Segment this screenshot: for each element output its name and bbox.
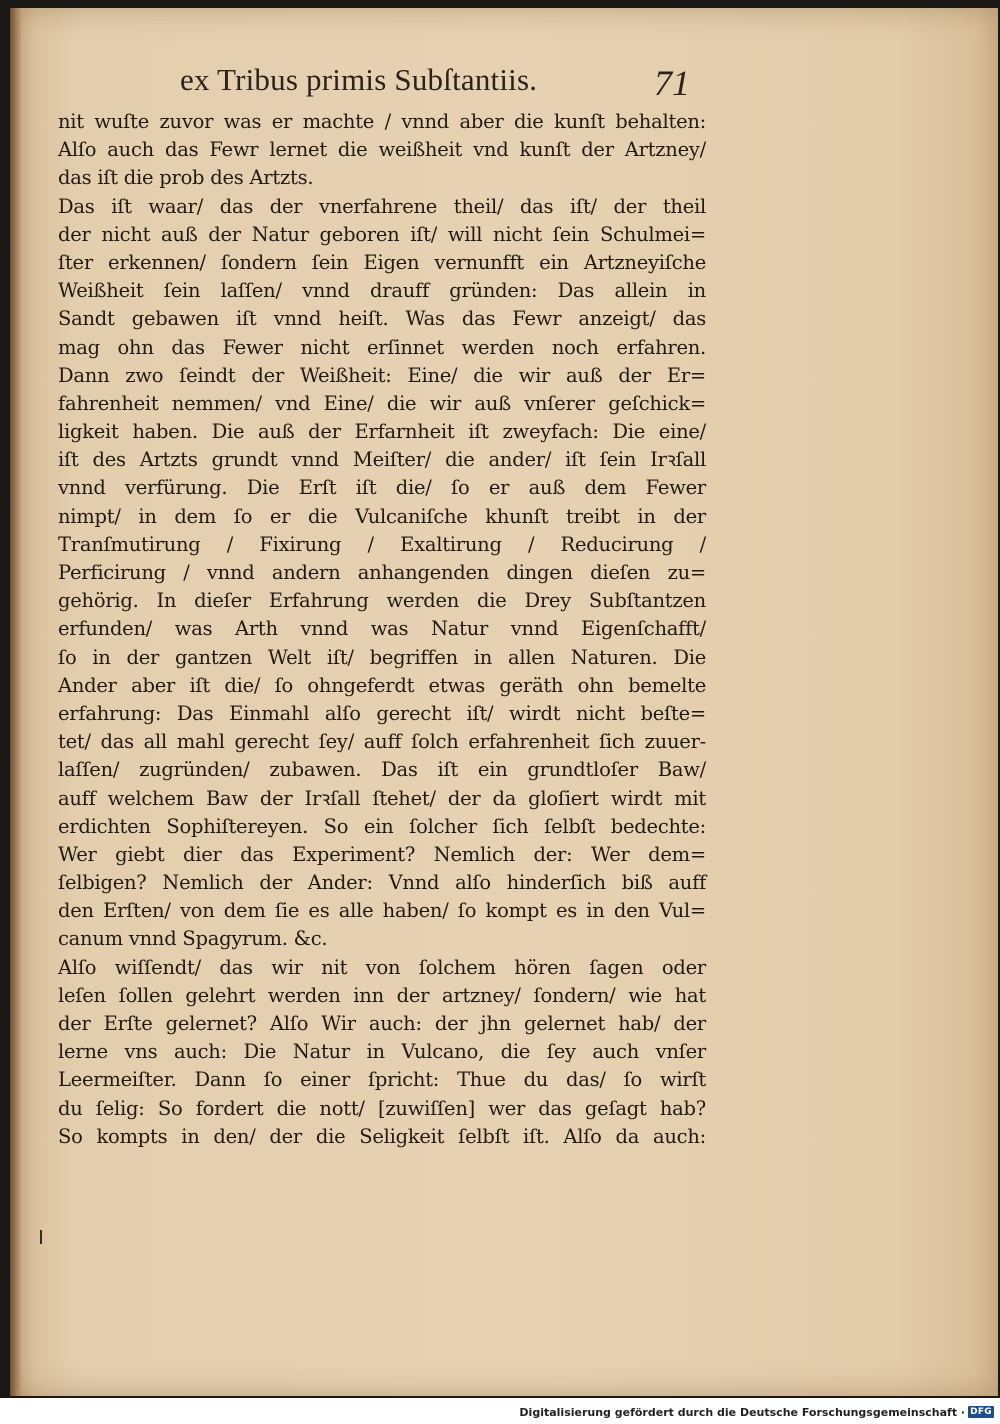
text-line: So kompts in den/ der die Seligkeit ſelbſt iſt. Alſo da auch: xyxy=(58,1124,706,1148)
text-line: ſter erkennen/ ſondern ſein Eigen vernunfft ein Artzneyiſche xyxy=(58,250,706,274)
margin-mark xyxy=(40,1230,42,1244)
text-line: Weißheit ſein laſſen/ vnnd drauff gründen: Das allein in xyxy=(58,279,706,303)
text-line: erdichten Sophiſtereyen. So ein ſolcher ſich ſelbſt bedechte: xyxy=(58,814,706,838)
text-line: fahrenheit nemmen/ vnd Eine/ die wir auß vnſerer geſchick= xyxy=(58,391,706,415)
text-line: der nicht auß der Natur geboren iſt/ will nicht ſein Schulmei= xyxy=(58,222,706,246)
text-line: mag ohn das Fewer nicht erſinnet werden noch erfahren. xyxy=(58,335,706,359)
dfg-logo: DFG xyxy=(970,1407,992,1417)
running-head: ex Tribus primis Subſtantiis. xyxy=(180,62,538,97)
text-line: gehörig. In dieſer Erfahrung werden die Drey Subſtantzen xyxy=(58,589,706,613)
text-line: erfahrung: Das Einmahl alſo gerecht iſt/ wirdt nicht beſte= xyxy=(58,701,706,725)
text-line: nit wuſte zuvor was er machte / vnnd aber die kunſt behalten: xyxy=(58,110,706,133)
text-line: nimpt/ in dem ſo er die Vulcaniſche khunſt treibt in der xyxy=(58,504,706,528)
body-text xyxy=(58,108,706,1151)
text-line: Tranſmutirung / Fixirung / Exaltirung / Reducirung / xyxy=(58,532,706,556)
footer-credit xyxy=(519,1403,994,1421)
text-line: lerne vns auch: Die Natur in Vulcano, die ſey auch vnſer xyxy=(58,1040,706,1064)
text-line: laſſen/ zugründen/ zubawen. Das iſt ein grundtloſer Baw/ xyxy=(58,758,706,782)
text-line: das iſt die prob des Artzts. xyxy=(58,166,314,190)
text-line: den Erſten/ von dem ſie es alle haben/ ſo kompt es in den Vul= xyxy=(58,899,706,923)
text-line: vnnd verfürung. Die Erſt iſt die/ ſo er auß dem Fewer xyxy=(58,476,706,500)
text-line: ſelbigen? Nemlich der Ander: Vnnd alſo hinderſich biß auff xyxy=(58,871,706,895)
page-number: 71 xyxy=(654,63,690,103)
text-line: erfunden/ was Arth vnnd was Natur vnnd Eigenſchafft/ xyxy=(58,617,706,641)
text-line: Sandt gebawen iſt vnnd heiſt. Was das Fewr anzeigt/ das xyxy=(58,307,706,331)
text-line: ſo in der gantzen Welt iſt/ begriffen in allen Naturen. Die xyxy=(58,645,706,669)
text-line: Alſo auch das Fewr lernet die weißheit vnd kunſt der Artzney/ xyxy=(58,138,706,162)
funding-credit-text: Digitalisierung gefördert durch die Deutsche Forschungsgemeinschaft · xyxy=(519,1405,966,1419)
text-line: leſen ſollen gelehrt werden inn der artzney/ ſondern/ wie hat xyxy=(58,983,706,1007)
text-line: Dann zwo ſeindt der Weißheit: Eine/ die wir auß der Er= xyxy=(58,363,706,387)
text-line: du ſelig: So fordert die nott/ [zuwiſſen] wer das geſagt hab? xyxy=(58,1096,706,1120)
page-gutter-edge xyxy=(10,8,22,1396)
text-line: Leermeiſter. Dann ſo einer ſpricht: Thue du das/ ſo wirſt xyxy=(58,1068,706,1092)
text-line: tet/ das all mahl gerecht ſey/ auff ſolch erfahrenheit ſich zuuer- xyxy=(58,730,706,754)
text-line: Perficirung / vnnd andern anhangenden dingen dieſen zu= xyxy=(58,561,706,584)
text-line: Das iſt waar/ das der vnerfahrene theil/ das iſt/ der theil xyxy=(58,194,706,218)
text-line: auff welchem Baw der Irꝛſall ſtehet/ der da gloſiert wirdt mit xyxy=(58,786,706,810)
text-line: der Erſte gelernet? Alſo Wir auch: der jhn gelernet hab/ der xyxy=(58,1012,706,1035)
text-line: iſt des Artzts grundt vnnd Meiſter/ die ander/ iſt ſein Irꝛſall xyxy=(58,448,706,472)
text-line: Wer giebt dier das Experiment? Nemlich der: Wer dem= xyxy=(58,842,706,866)
text-line: Ander aber iſt die/ ſo ohngeferdt etwas geräth ohn bemelte xyxy=(58,673,706,697)
text-line: canum vnnd Spagyrum. &c. xyxy=(58,927,328,951)
text-line: ligkeit haben. Die auß der Erfarnheit iſt zweyfach: Die eine/ xyxy=(58,420,706,444)
text-line: Alſo wiſſendt/ das wir nit von ſolchem hören ſagen oder xyxy=(58,955,706,979)
